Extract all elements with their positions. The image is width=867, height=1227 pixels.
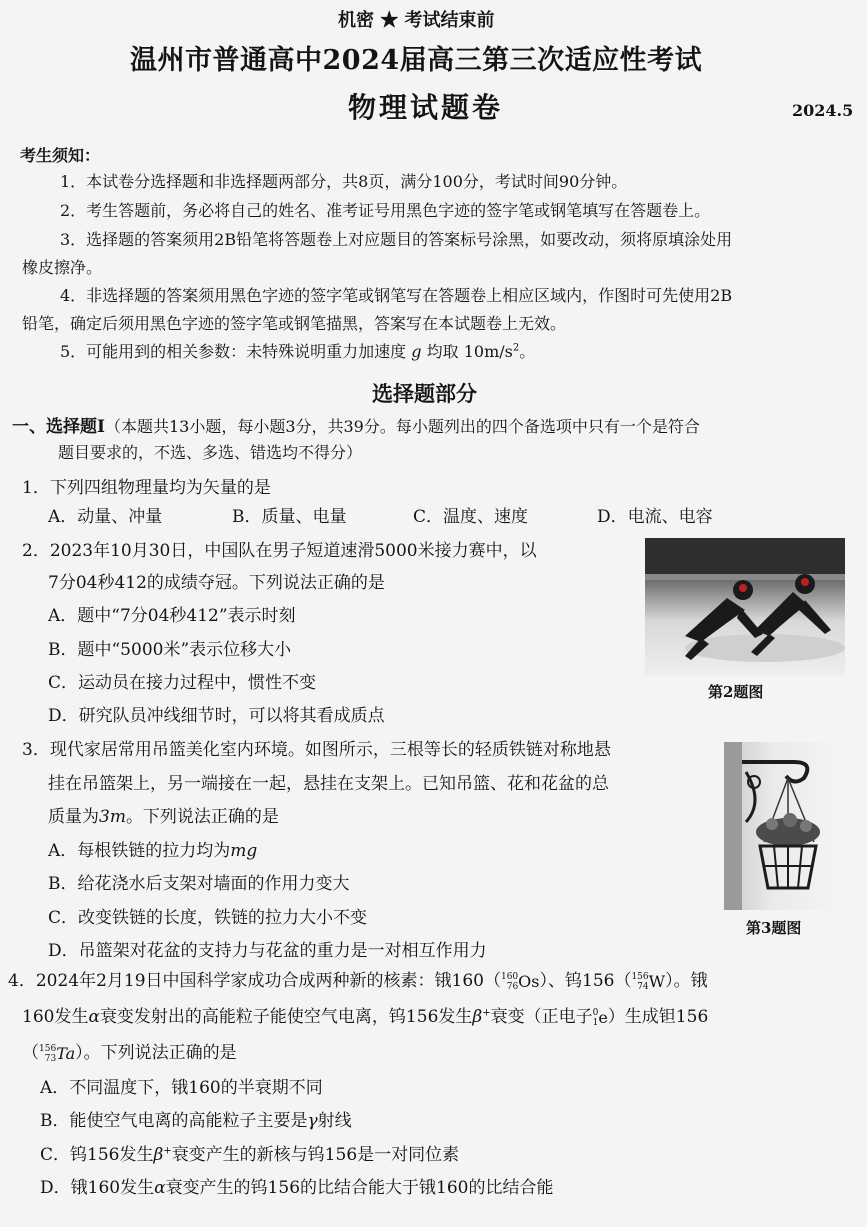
q1-option-b[interactable]: B．质量、电量 xyxy=(232,507,347,527)
question-2-stem-cont: 7分04秒412的成绩夺冠。下列说法正确的是 xyxy=(48,573,385,593)
q3-option-b[interactable]: B．给花浇水后支架对墙面的作用力变大 xyxy=(48,874,350,894)
q1-option-a[interactable]: A．动量、冲量 xyxy=(48,507,163,527)
part-heading-cont: 题目要求的，不选、多选、错选均不得分） xyxy=(58,443,363,462)
q2-option-d[interactable]: D．研究队员冲线细节时，可以将其看成质点 xyxy=(48,706,385,726)
q4-option-b[interactable]: B．能使空气电离的高能粒子主要是γ射线 xyxy=(40,1111,352,1131)
notice-item: 橡皮擦净。 xyxy=(22,258,103,277)
question-3-stem-cont2: 质量为3m。下列说法正确的是 xyxy=(48,807,279,827)
nuclide-positron: 0 1 e xyxy=(592,1007,608,1028)
question-3-stem: 3．现代家居常用吊篮美化室内环境。如图所示，三根等长的轻质铁链对称地悬 xyxy=(22,740,611,760)
q1-option-d[interactable]: D．电流、电容 xyxy=(597,507,713,527)
question-2-stem: 2．2023年10月30日，中国队在男子短道速滑5000米接力赛中，以 xyxy=(22,541,537,561)
q3-option-d[interactable]: D．吊篮架对花盆的支持力与花盆的重力是一对相互作用力 xyxy=(48,941,487,961)
q2-option-b[interactable]: B．题中“5000米”表示位移大小 xyxy=(48,640,292,660)
notice-item: 3．选择题的答案须用2B铅笔将答题卷上对应题目的答案标号涂黑，如要改动，须将原填涂处用 xyxy=(60,230,733,249)
nuclide-ta156: 156 73 Ta xyxy=(39,1043,76,1064)
section-title: 选择题部分 xyxy=(372,381,477,406)
nuclide-w156: 156 74 W xyxy=(631,971,666,992)
question-4-stem: 4．2024年2月19日中国科学家成功合成两种新的核素：锇160（ 160 76 Os）、钨156（ 156 74 W）。锇 xyxy=(8,971,708,992)
exam-title: 温州市普通高中2024届高三第三次适应性考试 xyxy=(130,45,703,76)
q3-option-c[interactable]: C．改变铁链的长度，铁链的拉力大小不变 xyxy=(48,908,368,928)
q3-option-a[interactable]: A．每根铁链的拉力均为mg xyxy=(48,841,258,861)
figure-2-caption: 第2题图 xyxy=(708,683,764,701)
q1-option-c[interactable]: C．温度、速度 xyxy=(413,507,529,527)
question-3-stem-cont: 挂在吊篮架上，另一端接在一起，悬挂在支架上。已知吊篮、花和花盆的总 xyxy=(48,774,609,794)
q4-option-c[interactable]: C．钨156发生β+衰变产生的新核与钨156是一对同位素 xyxy=(40,1145,460,1165)
part-heading: 一、选择题Ⅰ（本题共13小题，每小题3分，共39分。每小题列出的四个备选项中只有一个是符合 xyxy=(12,417,700,437)
q2-option-a[interactable]: A．题中“7分04秒412”表示时刻 xyxy=(48,606,296,626)
exam-date: 2024.5 xyxy=(792,101,854,120)
notice-item: 4．非选择题的答案须用黑色字迹的签字笔或钢笔写在答题卷上相应区域内，作图时可先使用2B xyxy=(60,286,733,305)
hanging-basket-photo xyxy=(724,742,844,910)
q4-option-a[interactable]: A．不同温度下，锇160的半衰期不同 xyxy=(40,1078,323,1098)
notice-item: 1．本试卷分选择题和非选择题两部分，共8页，满分100分，考试时间90分钟。 xyxy=(60,172,628,191)
notice-heading: 考生须知： xyxy=(20,146,101,165)
paper-title: 物理试题卷 xyxy=(348,91,504,124)
figure-3-caption: 第3题图 xyxy=(746,919,802,937)
question-1-stem: 1．下列四组物理量均为矢量的是 xyxy=(22,478,271,498)
nuclide-os160: 160 76 Os xyxy=(500,971,540,992)
q4-option-d[interactable]: D．锇160发生α衰变产生的钨156的比结合能大于锇160的比结合能 xyxy=(40,1178,554,1198)
speed-skating-photo xyxy=(645,538,845,676)
notice-item: 2．考生答题前，务必将自己的姓名、准考证号用黑色字迹的签字笔或钢笔填写在答题卷上。 xyxy=(60,201,711,220)
q2-option-c[interactable]: C．运动员在接力过程中，惯性不变 xyxy=(48,673,317,693)
confidential-label: 机密 ★ 考试结束前 xyxy=(338,10,495,31)
question-4-stem-cont2: （ 156 73 Ta）。下列说法正确的是 xyxy=(22,1043,237,1064)
notice-item: 铅笔，确定后须用黑色字迹的签字笔或钢笔描黑，答案写在本试题卷上无效。 xyxy=(22,314,567,333)
notice-item-5: 5．可能用到的相关参数：未特殊说明重力加速度 g 均取 $10m/s^2$。 xyxy=(60,342,536,361)
question-4-stem-cont: 160发生α衰变发射出的高能粒子能使空气电离，钨156发生β+衰变（正电子 0 1 e）生成钽156 xyxy=(22,1007,709,1028)
